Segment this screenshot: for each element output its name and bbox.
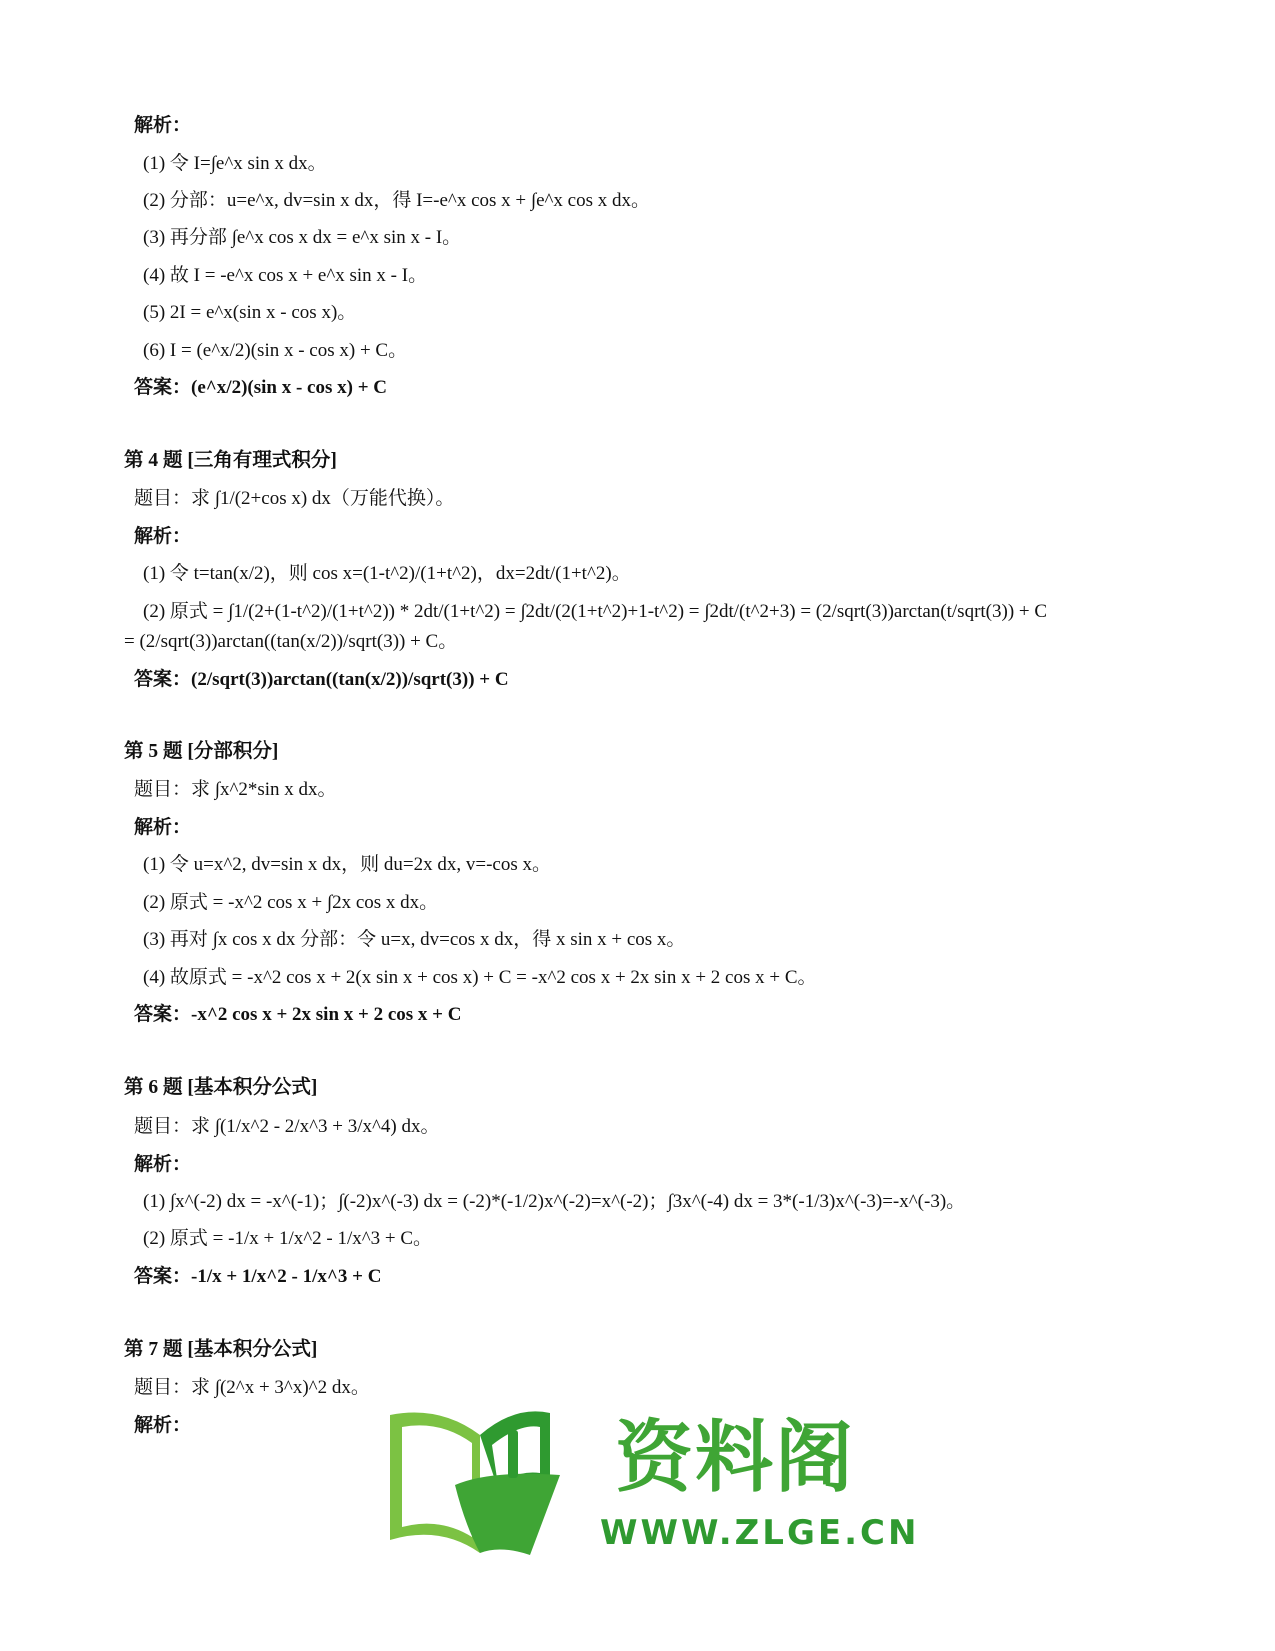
logo-name: 资料阁	[615, 1413, 856, 1503]
question-text: 题目：求 ∫1/(2+cos x) dx（万能代换）。	[134, 488, 455, 509]
analysis-label: 解析：	[134, 115, 192, 136]
step-line: (2) 原式 = -x^2 cos x + ∫2x cos x dx。	[143, 892, 439, 913]
step-line: (5) 2I = e^x(sin x - cos x)。	[143, 302, 357, 323]
analysis-label: 解析：	[134, 1154, 192, 1175]
question-text: 题目：求 ∫(1/x^2 - 2/x^3 + 3/x^4) dx。	[134, 1116, 440, 1137]
step-line: (2) 分部：u=e^x, dv=sin x dx，得 I=-e^x cos x + ∫e^x cos x dx。	[143, 190, 650, 211]
answer-line: 答案：-1/x + 1/x^2 - 1/x^3 + C	[134, 1266, 382, 1287]
analysis-label: 解析：	[134, 526, 192, 547]
step-line: (3) 再分部 ∫e^x cos x dx = e^x sin x - I。	[143, 227, 462, 248]
step-line: (1) 令 t=tan(x/2)，则 cos x=(1-t^2)/(1+t^2)，dx=2dt/(1+t^2)。	[143, 563, 631, 584]
open-book-icon	[380, 1375, 570, 1565]
logo-url: WWW.ZLGE.CN	[600, 1513, 920, 1553]
step-line: (1) 令 I=∫e^x sin x dx。	[143, 153, 327, 174]
step-line: (2) 原式 = ∫1/(2+(1-t^2)/(1+t^2)) * 2dt/(1+t^2) = ∫2dt/(2(1+t^2)+1-t^2) = ∫2dt/(t^2+3) = (2/sqrt(3))arctan(t/sqrt(3)) + C	[143, 601, 1048, 622]
question-text: 题目：求 ∫(2^x + 3^x)^2 dx。	[134, 1377, 370, 1398]
answer-line: 答案：-x^2 cos x + 2x sin x + 2 cos x + C	[134, 1004, 462, 1025]
analysis-label: 解析：	[134, 817, 192, 838]
question-heading: 第 4 题 [三角有理式积分]	[124, 450, 337, 471]
step-line: (4) 故原式 = -x^2 cos x + 2(x sin x + cos x) + C = -x^2 cos x + 2x sin x + 2 cos x + C。	[143, 967, 817, 988]
step-line: (6) I = (e^x/2)(sin x - cos x) + C。	[143, 340, 408, 361]
question-heading: 第 7 题 [基本积分公式]	[124, 1339, 318, 1360]
answer-line: 答案：(e^x/2)(sin x - cos x) + C	[134, 377, 388, 398]
question-heading: 第 5 题 [分部积分]	[124, 741, 279, 762]
step-line-continued: = (2/sqrt(3))arctan((tan(x/2))/sqrt(3)) + C。	[124, 631, 458, 652]
step-line: (3) 再对 ∫x cos x dx 分部：令 u=x, dv=cos x dx，得 x sin x + cos x。	[143, 929, 686, 950]
question-text: 题目：求 ∫x^2*sin x dx。	[134, 779, 337, 800]
analysis-label: 解析：	[134, 1415, 192, 1436]
question-heading: 第 6 题 [基本积分公式]	[124, 1077, 318, 1098]
zlge-logo	[400, 1405, 920, 1595]
step-line: (1) ∫x^(-2) dx = -x^(-1)；∫(-2)x^(-3) dx = (-2)*(-1/2)x^(-2)=x^(-2)；∫3x^(-4) dx = 3*(-1/3)x^(-3)=-x^(-3)。	[143, 1191, 966, 1212]
step-line: (1) 令 u=x^2, dv=sin x dx，则 du=2x dx, v=-cos x。	[143, 854, 552, 875]
step-line: (4) 故 I = -e^x cos x + e^x sin x - I。	[143, 265, 428, 286]
answer-line: 答案：(2/sqrt(3))arctan((tan(x/2))/sqrt(3)) + C	[134, 669, 509, 690]
step-line: (2) 原式 = -1/x + 1/x^2 - 1/x^3 + C。	[143, 1228, 433, 1249]
